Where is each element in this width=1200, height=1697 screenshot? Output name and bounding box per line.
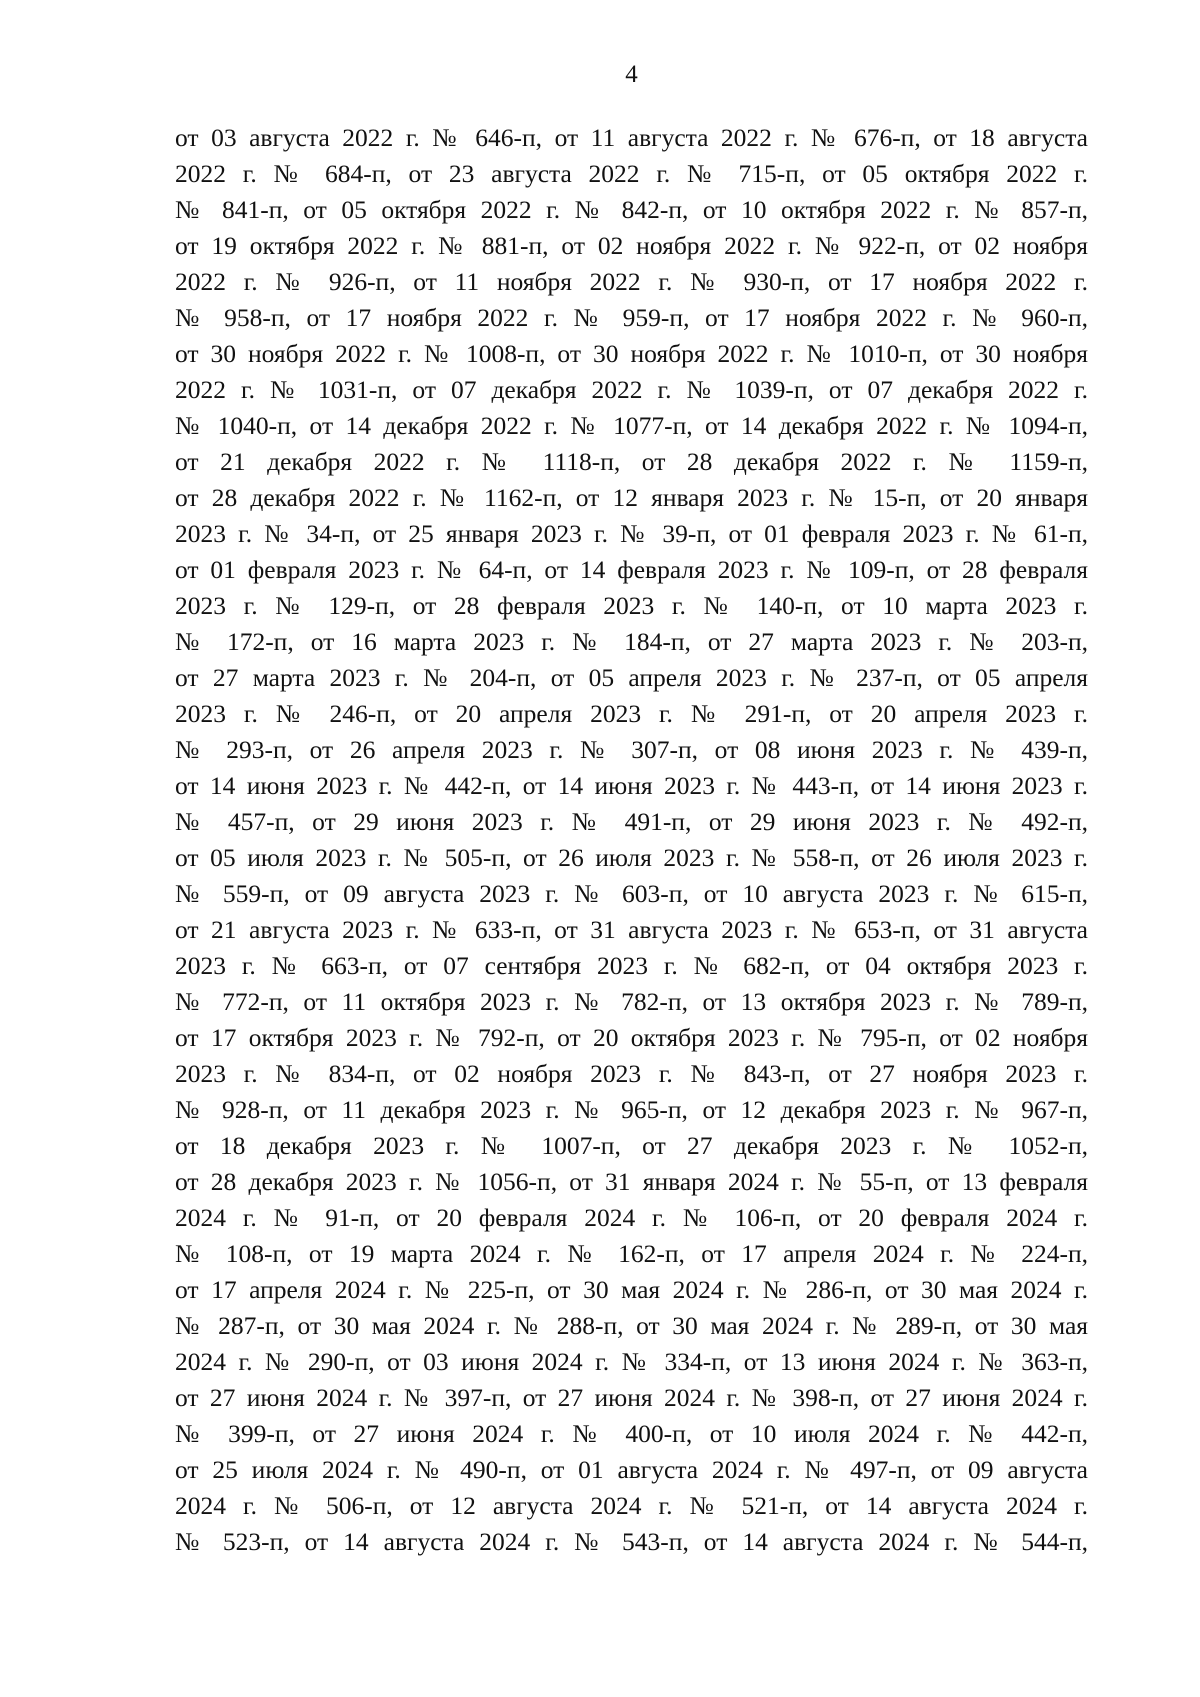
text-line: от 25 июля 2024 г. № 490-п, от 01 августа 2024 г. № 497-п, от 09 августа (175, 1455, 1088, 1484)
text-line: от 17 октября 2023 г. № 792-п, от 20 октября 2023 г. № 795-п, от 02 ноября (175, 1023, 1088, 1052)
text-line: № 841-п, от 05 октября 2022 г. № 842-п, от 10 октября 2022 г. № 857-п, (175, 195, 1088, 224)
text-line: от 28 декабря 2022 г. № 1162-п, от 12 января 2023 г. № 15-п, от 20 января (175, 483, 1088, 512)
text-line: от 14 июня 2023 г. № 442-п, от 14 июня 2023 г. № 443-п, от 14 июня 2023 г. (175, 771, 1088, 800)
text-line: 2024 г. № 91-п, от 20 февраля 2024 г. № 106-п, от 20 февраля 2024 г. (175, 1203, 1088, 1232)
text-line: 2022 г. № 1031-п, от 07 декабря 2022 г. № 1039-п, от 07 декабря 2022 г. (175, 375, 1088, 404)
text-line: от 21 декабря 2022 г. № 1118-п, от 28 декабря 2022 г. № 1159-п, (175, 447, 1088, 476)
text-line: от 05 июля 2023 г. № 505-п, от 26 июля 2023 г. № 558-п, от 26 июля 2023 г. (175, 843, 1088, 872)
text-line: от 03 августа 2022 г. № 646-п, от 11 августа 2022 г. № 676-п, от 18 августа (175, 123, 1088, 152)
text-line: 2023 г. № 129-п, от 28 февраля 2023 г. № 140-п, от 10 марта 2023 г. (175, 591, 1088, 620)
text-line: 2022 г. № 684-п, от 23 августа 2022 г. № 715-п, от 05 октября 2022 г. (175, 159, 1088, 188)
text-line: 2024 г. № 506-п, от 12 августа 2024 г. № 521-п, от 14 августа 2024 г. (175, 1491, 1088, 1520)
text-line: от 01 февраля 2023 г. № 64-п, от 14 февраля 2023 г. № 109-п, от 28 февраля (175, 555, 1088, 584)
text-line: от 27 марта 2023 г. № 204-п, от 05 апреля 2023 г. № 237-п, от 05 апреля (175, 663, 1088, 692)
text-line: 2023 г. № 246-п, от 20 апреля 2023 г. № 291-п, от 20 апреля 2023 г. (175, 699, 1088, 728)
text-line: 2023 г. № 834-п, от 02 ноября 2023 г. № 843-п, от 27 ноября 2023 г. (175, 1059, 1088, 1088)
text-line: № 958-п, от 17 ноября 2022 г. № 959-п, от 17 ноября 2022 г. № 960-п, (175, 303, 1088, 332)
text-line: № 293-п, от 26 апреля 2023 г. № 307-п, от 08 июня 2023 г. № 439-п, (175, 735, 1088, 764)
text-line: 2024 г. № 290-п, от 03 июня 2024 г. № 334-п, от 13 июня 2024 г. № 363-п, (175, 1347, 1088, 1376)
text-line: № 457-п, от 29 июня 2023 г. № 491-п, от 29 июня 2023 г. № 492-п, (175, 807, 1088, 836)
text-line: 2023 г. № 34-п, от 25 января 2023 г. № 39-п, от 01 февраля 2023 г. № 61-п, (175, 519, 1088, 548)
page-number: 4 (625, 61, 638, 88)
text-line: от 17 апреля 2024 г. № 225-п, от 30 мая 2024 г. № 286-п, от 30 мая 2024 г. (175, 1275, 1088, 1304)
text-line: 2023 г. № 663-п, от 07 сентября 2023 г. № 682-п, от 04 октября 2023 г. (175, 951, 1088, 980)
text-line: от 27 июня 2024 г. № 397-п, от 27 июня 2024 г. № 398-п, от 27 июня 2024 г. (175, 1383, 1088, 1412)
text-line: от 28 декабря 2023 г. № 1056-п, от 31 января 2024 г. № 55-п, от 13 февраля (175, 1167, 1088, 1196)
text-line: от 30 ноября 2022 г. № 1008-п, от 30 ноября 2022 г. № 1010-п, от 30 ноября (175, 339, 1088, 368)
text-line: № 172-п, от 16 марта 2023 г. № 184-п, от 27 марта 2023 г. № 203-п, (175, 627, 1088, 656)
text-line: от 21 августа 2023 г. № 633-п, от 31 августа 2023 г. № 653-п, от 31 августа (175, 915, 1088, 944)
text-line: № 287-п, от 30 мая 2024 г. № 288-п, от 30 мая 2024 г. № 289-п, от 30 мая (175, 1311, 1088, 1340)
body-text (175, 120, 1088, 1560)
text-line: № 772-п, от 11 октября 2023 г. № 782-п, от 13 октября 2023 г. № 789-п, (175, 987, 1088, 1016)
text-line: № 523-п, от 14 августа 2024 г. № 543-п, от 14 августа 2024 г. № 544-п, (175, 1527, 1088, 1556)
text-line: № 108-п, от 19 марта 2024 г. № 162-п, от 17 апреля 2024 г. № 224-п, (175, 1239, 1088, 1268)
text-line: № 559-п, от 09 августа 2023 г. № 603-п, от 10 августа 2023 г. № 615-п, (175, 879, 1088, 908)
text-line: от 18 декабря 2023 г. № 1007-п, от 27 декабря 2023 г. № 1052-п, (175, 1131, 1088, 1160)
text-line: 2022 г. № 926-п, от 11 ноября 2022 г. № 930-п, от 17 ноября 2022 г. (175, 267, 1088, 296)
text-line: от 19 октября 2022 г. № 881-п, от 02 ноября 2022 г. № 922-п, от 02 ноября (175, 231, 1088, 260)
text-line: № 399-п, от 27 июня 2024 г. № 400-п, от 10 июля 2024 г. № 442-п, (175, 1419, 1088, 1448)
text-line: № 1040-п, от 14 декабря 2022 г. № 1077-п, от 14 декабря 2022 г. № 1094-п, (175, 411, 1088, 440)
text-line: № 928-п, от 11 декабря 2023 г. № 965-п, от 12 декабря 2023 г. № 967-п, (175, 1095, 1088, 1124)
